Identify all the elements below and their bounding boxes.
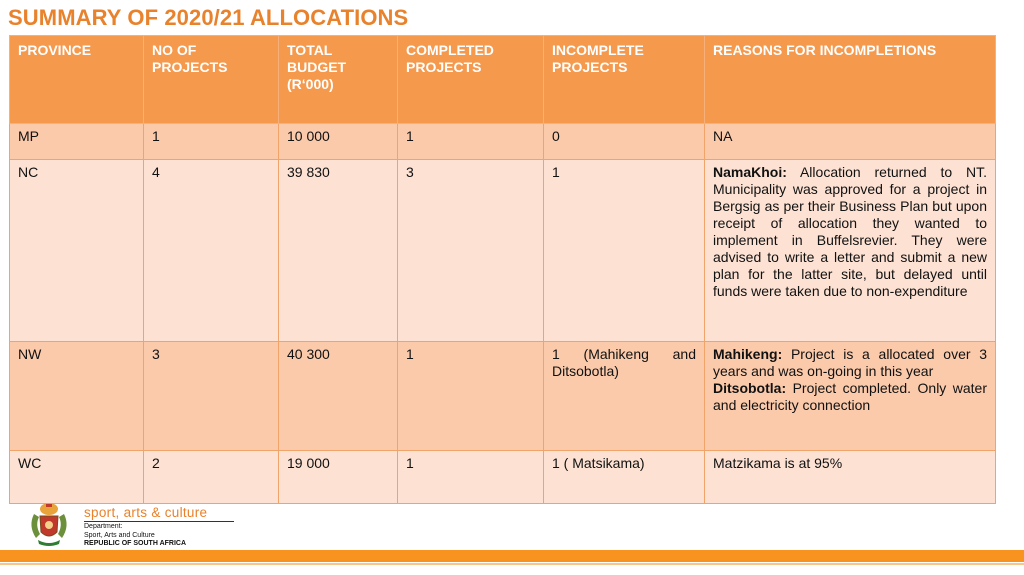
- footer-bar: [0, 550, 1024, 562]
- footer-stripe: [0, 563, 1024, 565]
- coat-of-arms-icon: [26, 500, 72, 548]
- cell-incomplete: 1 ( Matsikama): [544, 451, 705, 504]
- department-lines: [84, 523, 186, 549]
- cell-reason: [705, 342, 996, 451]
- cell-province: MP: [10, 124, 144, 160]
- cell-budget: 39 830: [279, 160, 398, 342]
- cell-incomplete: 0: [544, 124, 705, 160]
- table-row: [10, 160, 996, 342]
- cell-projects: 3: [144, 342, 279, 451]
- column-header-total-budget: TOTAL BUDGET (R‘000): [279, 36, 398, 124]
- column-header-incomplete-projects: INCOMPLETE PROJECTS: [544, 36, 705, 124]
- table-row: [10, 124, 996, 160]
- cell-incomplete: 1: [544, 160, 705, 342]
- cell-projects: 1: [144, 124, 279, 160]
- cell-reason: Matzikama is at 95%: [705, 451, 996, 504]
- department-full-name: Sport, Arts and Culture: [84, 531, 155, 539]
- cell-reason: [705, 160, 996, 342]
- cell-projects: 2: [144, 451, 279, 504]
- column-header-reasons: REASONS FOR INCOMPLETIONS: [705, 36, 996, 124]
- department-brand: sport, arts & culture: [84, 505, 208, 520]
- cell-budget: 19 000: [279, 451, 398, 504]
- page-title: SUMMARY OF 2020/21 ALLOCATIONS: [8, 5, 409, 30]
- cell-completed: 3: [398, 160, 544, 342]
- table-header-row: [10, 36, 996, 124]
- reason-text-2: Project completed. Only water and electricity connection: [713, 380, 987, 413]
- reason-lead: NamaKhoi:: [713, 164, 787, 180]
- cell-completed: 1: [398, 342, 544, 451]
- cell-completed: 1: [398, 451, 544, 504]
- cell-budget: 10 000: [279, 124, 398, 160]
- reason-text: Allocation returned to NT. Municipality was approved for a project in Bergsig as per their Business Plan but upon receipt of allocation they wanted to implement in Buffelsrevier. They were advised to write a letter and submit a new plan for the latter site, but delayed until funds were taken due to non-expenditure: [713, 164, 987, 299]
- table-row: [10, 451, 996, 504]
- department-label: Department:: [84, 523, 123, 530]
- column-header-province: PROVINCE: [10, 36, 144, 124]
- brand-divider: [84, 521, 234, 522]
- cell-province: NW: [10, 342, 144, 451]
- allocations-table: [9, 35, 996, 504]
- reason-lead: Mahikeng:: [713, 346, 783, 362]
- country-name: REPUBLIC OF SOUTH AFRICA: [84, 540, 187, 547]
- cell-incomplete: 1 (Mahikeng and Ditsobotla): [544, 342, 705, 451]
- table-row: [10, 342, 996, 451]
- cell-completed: 1: [398, 124, 544, 160]
- column-header-completed-projects: COMPLETED PROJECTS: [398, 36, 544, 124]
- reason-lead-2: Ditsobotla:: [713, 380, 787, 396]
- reason-text: Project is a allocated over 3 years and was on-going in this year: [713, 346, 988, 379]
- column-header-no-of-projects: [144, 36, 279, 124]
- cell-province: WC: [10, 451, 144, 504]
- cell-projects: 4: [144, 160, 279, 342]
- cell-province: NC: [10, 160, 144, 342]
- cell-budget: 40 300: [279, 342, 398, 451]
- cell-reason: NA: [705, 124, 996, 160]
- column-header-no-of-projects-label: NO OF PROJECTS: [152, 42, 228, 75]
